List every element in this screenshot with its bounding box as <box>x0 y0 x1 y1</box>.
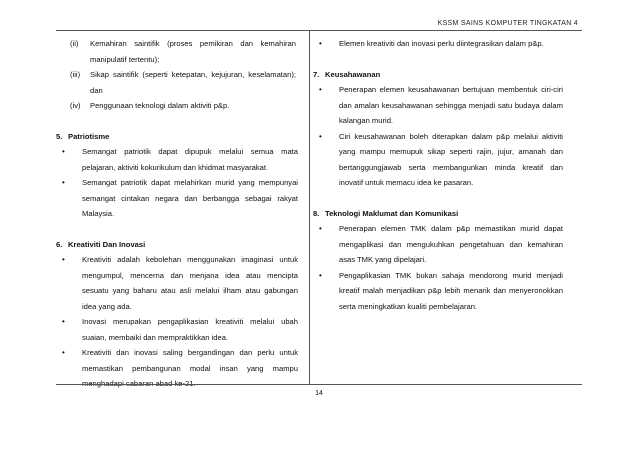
section-number: 7. <box>313 69 320 79</box>
bullet-text: Kreativiti dan inovasi saling bergandingan dan perlu untuk memastikan pembangunan modal insan yang mampu menghadapi cabaran abad ke-21. <box>82 348 298 388</box>
section-patriotisme <box>56 129 298 222</box>
right-column <box>313 36 563 314</box>
bullet-icon: • <box>319 131 322 141</box>
bullet-text: Semangat patriotik dapat dipupuk melalui semua mata pelajaran, aktiviti kokurikulum dan khidmat masyarakat. <box>82 147 298 172</box>
bullet-text: Penerapan elemen TMK dalam p&p memastikan murid dapat mengaplikasi dan mengukuhkan pengetahuan dan kemahiran asas TMK yang dipelajari. <box>339 224 563 264</box>
bullet-text: Semangat patriotik dapat melahirkan murid yang mempunyai semangat cintakan negara dan berbangga sebagai rakyat Malaysia. <box>82 178 298 218</box>
bullet-icon: • <box>62 147 65 156</box>
section-heading <box>56 129 298 145</box>
bullet-icon: • <box>319 224 322 233</box>
section-title: Keusahawanan <box>325 69 381 79</box>
section-heading <box>313 67 563 83</box>
section-title: Kreativiti Dan Inovasi <box>68 239 146 249</box>
section-heading <box>56 237 298 253</box>
list-item <box>313 129 563 191</box>
list-item <box>56 175 298 222</box>
list-item <box>313 82 563 129</box>
bullet-icon: • <box>319 270 322 280</box>
list-item <box>313 268 563 315</box>
header-rule <box>56 30 582 31</box>
lead-bullet-list <box>313 36 563 52</box>
column-divider <box>309 30 310 384</box>
page-number: 14 <box>315 390 323 397</box>
bullet-icon: • <box>319 85 322 94</box>
item-text: Penggunaan teknologi dalam aktiviti p&p. <box>90 101 230 110</box>
list-item <box>56 314 298 345</box>
list-item <box>56 67 298 98</box>
bullet-text: Elemen kreativiti dan inovasi perlu diintegrasikan dalam p&p. <box>339 39 544 48</box>
bullet-text: Ciri keusahawanan boleh diterapkan dalam p&p melalui aktiviti yang mampu memupuk sikap seperti rajin, jujur, amanah dan bertanggungjawab serta membangunkan minda kreatif dan inovatif untuk memacu idea ke pasaran. <box>339 131 563 187</box>
item-number: (ii) <box>70 39 79 48</box>
bullet-text: Penerapan elemen keusahawanan bertujuan membentuk ciri-ciri dan amalan keusahawanan sehingga menjadi satu budaya dalam kalangan murid. <box>339 85 563 125</box>
section-keusahawanan <box>313 67 563 191</box>
section-kreativiti <box>56 237 298 392</box>
section-number: 6. <box>56 239 63 249</box>
section-title: Patriotisme <box>68 131 110 141</box>
bullet-text: Kreativiti adalah kebolehan menggunakan imaginasi untuk mengumpul, mencerna dan menjana idea atau mencipta sesuatu yang baharu atau asli melalui ilham atau gabungan idea yang ada. <box>82 255 298 311</box>
item-text: Sikap saintifik (seperti ketepatan, kejujuran, keselamatan); dan <box>90 70 296 95</box>
footer-rule <box>56 384 582 385</box>
list-item <box>56 252 298 314</box>
section-number: 5. <box>56 131 63 141</box>
bullet-list <box>313 221 563 314</box>
bullet-text: Pengaplikasian TMK bukan sahaja mendorong murid menjadi kreatif malah menjadikan p&p lebih menarik dan menyeronokkan serta meningkatkan kualiti pembelajaran. <box>339 270 563 311</box>
bullet-icon: • <box>62 178 65 187</box>
list-item <box>56 98 298 114</box>
bullet-text: Inovasi merupakan pengaplikasian kreativiti melalui ubah suaian, membaiki dan mempraktikkan idea. <box>82 317 298 342</box>
section-tmk <box>313 206 563 315</box>
roman-list <box>56 36 298 114</box>
bullet-icon: • <box>62 255 65 264</box>
section-number: 8. <box>313 208 320 218</box>
list-item <box>313 221 563 268</box>
bullet-icon: • <box>62 317 65 326</box>
bullet-list <box>56 252 298 392</box>
item-number: (iii) <box>70 70 81 79</box>
bullet-list <box>313 82 563 191</box>
bullet-list <box>56 144 298 222</box>
list-item <box>56 144 298 175</box>
bullet-icon: • <box>319 39 322 48</box>
bullet-icon: • <box>62 348 65 357</box>
section-heading <box>313 206 563 222</box>
section-title: Teknologi Maklumat dan Komunikasi <box>325 208 459 218</box>
running-header: KSSM SAINS KOMPUTER TINGKATAN 4 <box>437 20 578 27</box>
item-number: (iv) <box>70 101 81 110</box>
left-column <box>56 36 298 392</box>
item-text: Kemahiran saintifik (proses pemikiran dan kemahiran manipulatif tertentu); <box>90 39 296 64</box>
list-item <box>313 36 563 52</box>
list-item <box>56 36 298 67</box>
